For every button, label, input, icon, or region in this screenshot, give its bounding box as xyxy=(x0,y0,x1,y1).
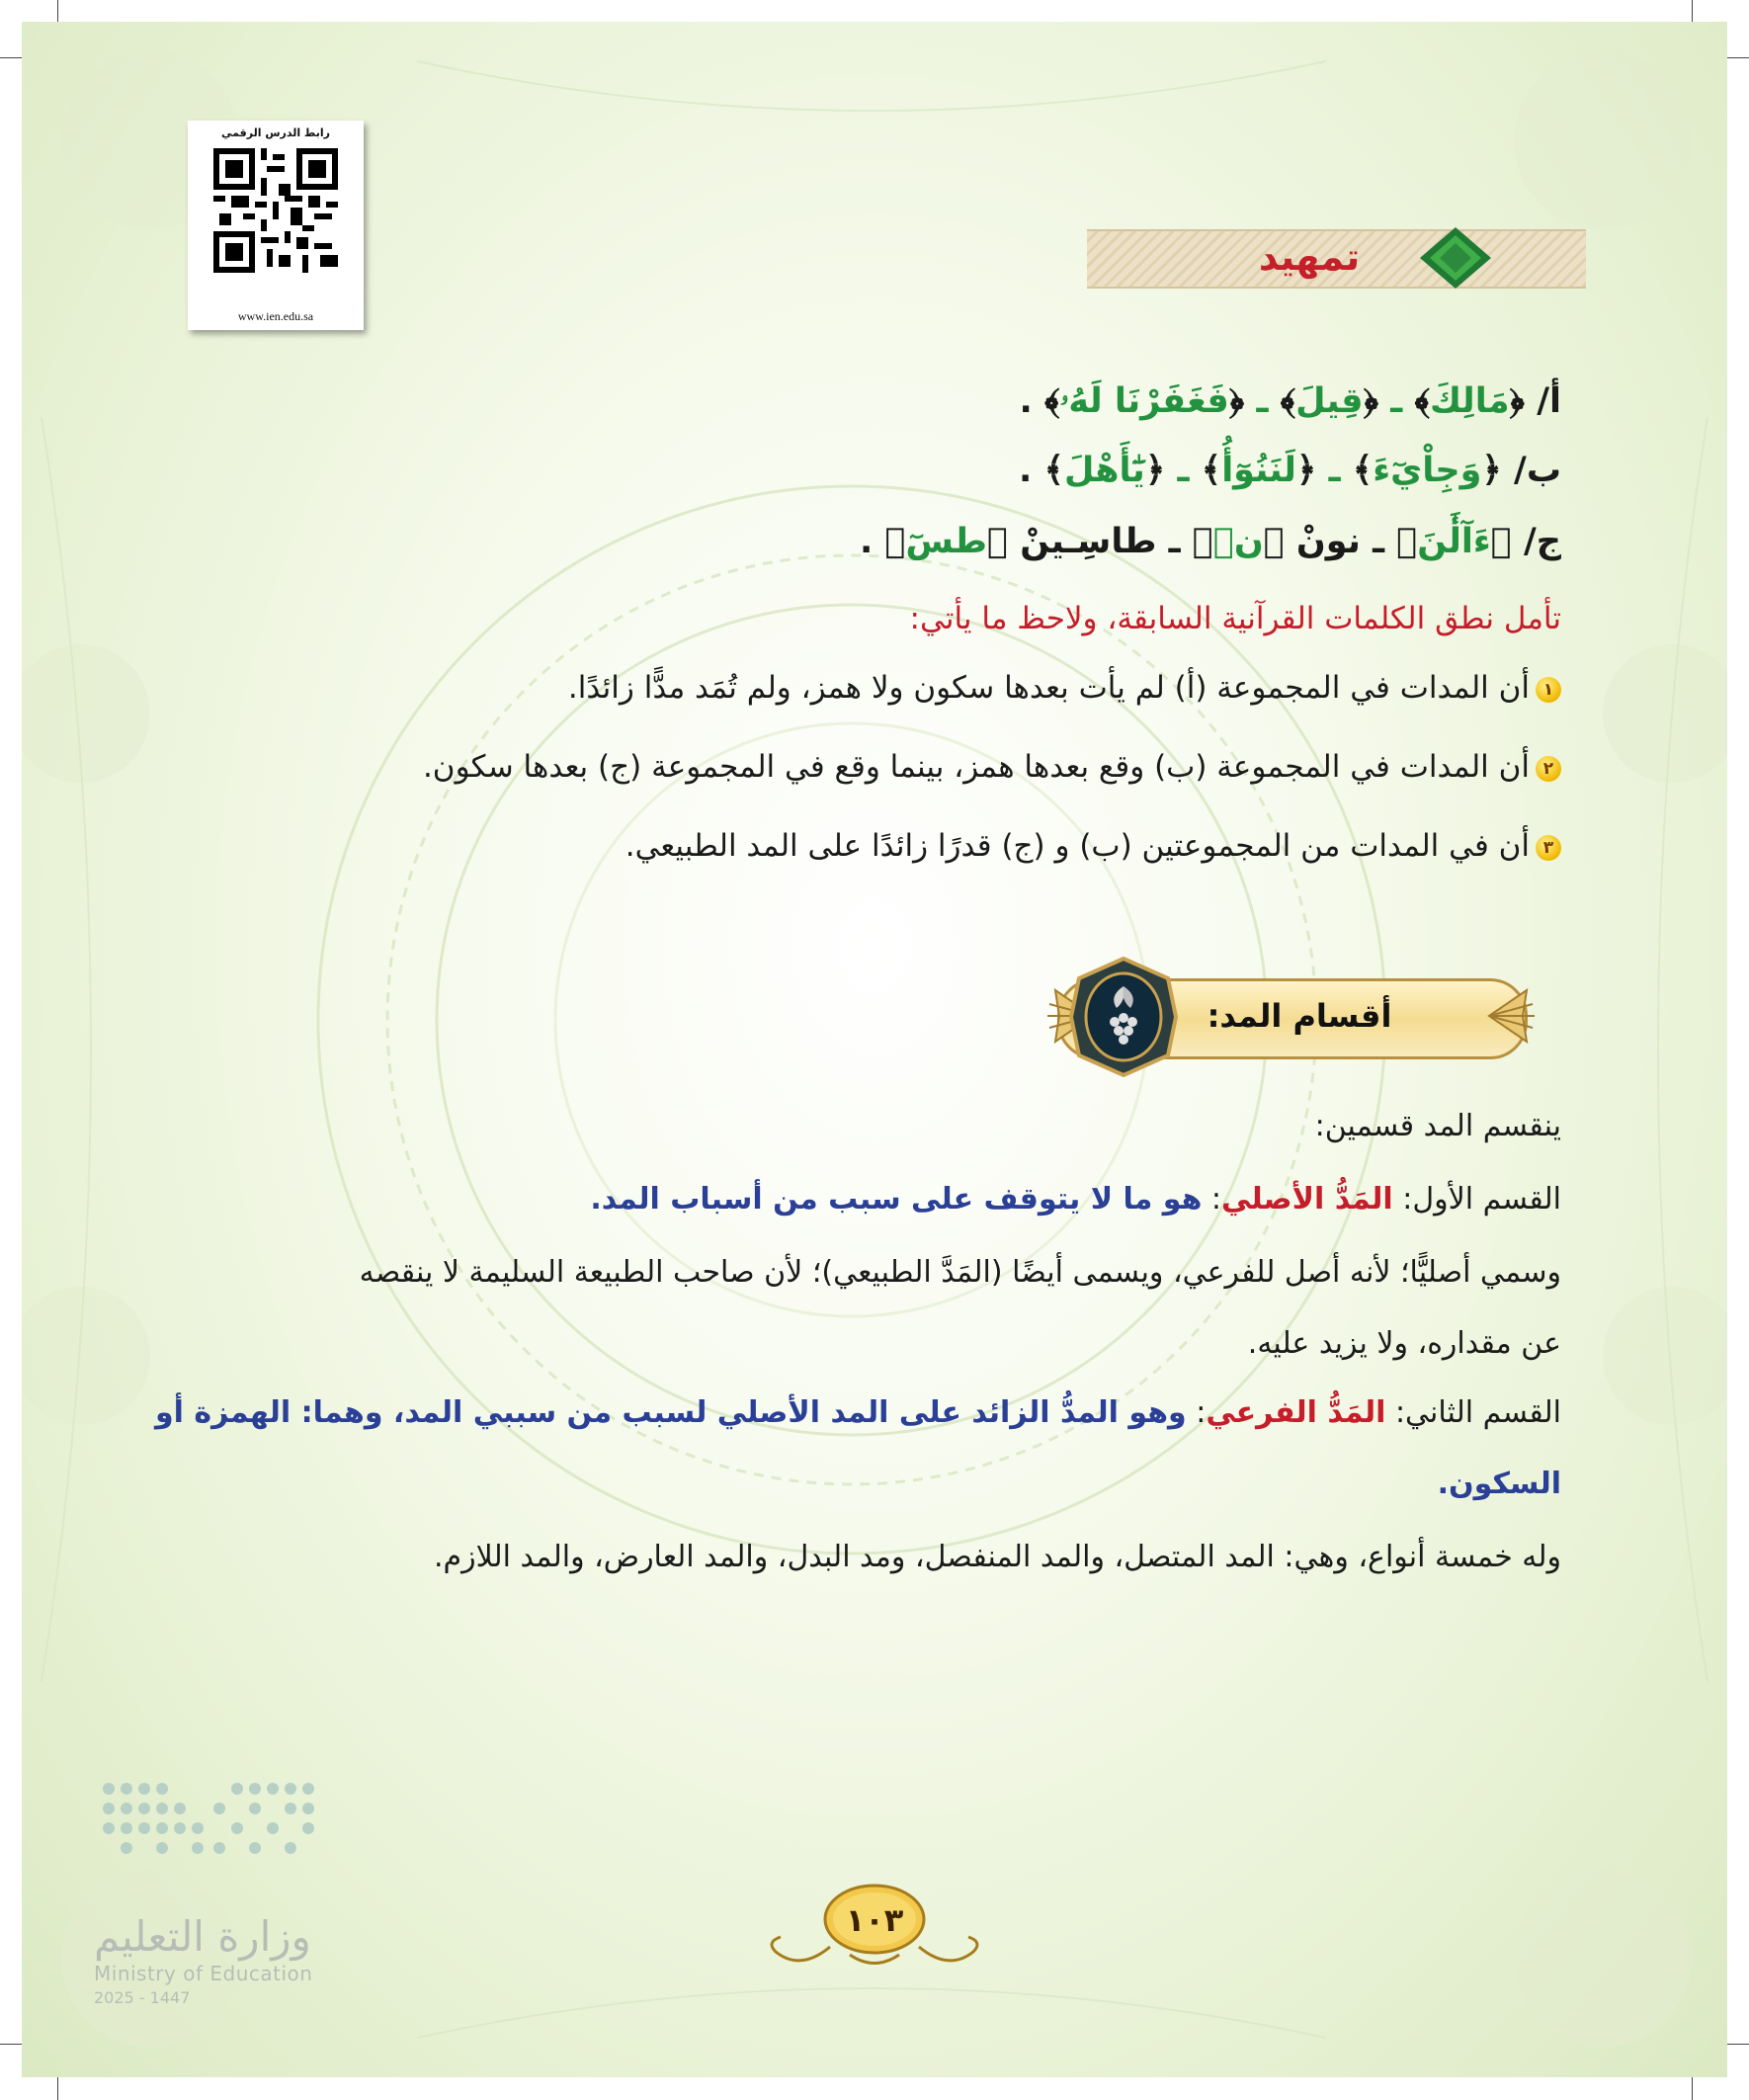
division-types: وله خمسة أنواع، وهي: المد المتصل، والمد المنفصل، ومد البدل، والمد العارض، والمد اللازم. xyxy=(434,1540,1561,1574)
second-division-line xyxy=(155,1395,1561,1430)
colon: : xyxy=(1202,1182,1222,1217)
quran-word: يَٰٓأَهْلَ xyxy=(1064,451,1145,490)
separator: ـ xyxy=(1256,381,1269,421)
line-end: . xyxy=(1019,381,1033,421)
separator: ـ xyxy=(1373,522,1385,561)
note-text: أن المدات في المجموعة (أ) لم يأت بعدها سكون ولا همز، ولم تُمَد مدًّا زائدًا. xyxy=(567,670,1530,706)
quran-word: وَجِاْيٓءَ xyxy=(1373,451,1482,490)
second-division-definition: وهو المدُّ الزائد على المد الأصلي لسبب من سببي المد، وهما: الهمزة أو xyxy=(155,1395,1187,1430)
second-division-term: المَدُّ الفرعي xyxy=(1206,1395,1386,1430)
separator: ـ xyxy=(1328,451,1341,490)
body-intro: ينقسم المد قسمين: xyxy=(1314,1109,1561,1143)
group-c-line: ج/ ﴿ءَآلَٰٔنَ﴾ ـ نونْ ﴿نۤ﴾ ـ طاسِـينْ ﴿طسٓ﴾ . xyxy=(860,522,1561,561)
number-bullet: ١ xyxy=(1536,677,1561,703)
group-a-line: أ/ ﴿مَالِكَ﴾ ـ ﴿قِيلَ﴾ ـ ﴿فَغَفَرْنَا لَهُۥ﴾ . xyxy=(1019,381,1561,421)
quran-word: فَغَفَرْنَا لَهُۥ xyxy=(1059,381,1229,421)
line-end: . xyxy=(1019,451,1033,490)
pronunciation: نونْ xyxy=(1295,522,1361,561)
note-item xyxy=(568,670,1561,706)
separator: ـ xyxy=(1177,451,1190,490)
number-bullet: ٣ xyxy=(1536,835,1561,861)
first-division-note: وسمي أصليًّا؛ لأنه أصل للفرعي، ويسمى أيضًا (المَدَّ الطبيعي)؛ لأن صاحب الطبيعة السليمة لا ينقصه xyxy=(359,1255,1561,1290)
first-division-term: المَدُّ الأصلي xyxy=(1221,1182,1393,1217)
note-item xyxy=(625,828,1561,864)
green-diamond-icon xyxy=(1418,225,1493,291)
qr-caption: رابط الدرس الرقمي xyxy=(221,126,330,139)
first-division-definition: هو ما لا يتوقف على سبب من أسباب المد. xyxy=(590,1182,1203,1217)
quran-word: قِيلَ xyxy=(1295,381,1364,421)
group-b-line: ب/ ﴿وَجِاْيٓءَ﴾ ـ ﴿لَنَنُوٓأُ﴾ ـ ﴿يَٰٓأَهْلَ﴾ . xyxy=(1019,451,1561,490)
quran-word: لَنَنُوٓأُ xyxy=(1221,451,1296,490)
quran-word: مَالِكَ xyxy=(1429,381,1510,421)
note-text: أن في المدات من المجموعتين (ب) و (ج) قدرًا زائدًا على المد الطبيعي. xyxy=(625,828,1530,864)
second-division-definition-cont: السكون. xyxy=(1437,1467,1561,1501)
quran-word: ءَآلَٰٔنَ xyxy=(1417,522,1491,561)
first-division-line xyxy=(590,1182,1561,1217)
number-bullet: ٢ xyxy=(1536,756,1561,782)
pronunciation: طاسِـينْ xyxy=(1020,522,1157,561)
fan-ornament-icon xyxy=(1487,984,1537,1048)
ministry-logo-dots-icon xyxy=(99,1779,316,1897)
intro-title: تمهيد xyxy=(1258,235,1361,279)
group-label: ب/ xyxy=(1514,451,1561,490)
group-label: ج/ xyxy=(1523,522,1561,561)
colon: : xyxy=(1186,1395,1207,1430)
qr-card[interactable] xyxy=(188,121,364,330)
edition-year: 2025 - 1447 xyxy=(94,1988,191,2007)
second-division-label: القسم الثاني: xyxy=(1385,1395,1561,1430)
qr-url[interactable]: www.ien.edu.sa xyxy=(237,309,314,323)
note-text: أن المدات في المجموعة (ب) وقع بعدها همز، بينما وقع في المجموعة (ج) بعدها سكون. xyxy=(422,749,1530,785)
separator: ـ xyxy=(1168,522,1181,561)
line-end: . xyxy=(860,522,874,561)
page-number: ١٠٣ xyxy=(845,1901,904,1939)
group-label: أ/ xyxy=(1537,381,1561,421)
ministry-name-english: Ministry of Education xyxy=(94,1962,313,1985)
ministry-name-arabic: وزارة التعليم xyxy=(94,1912,311,1961)
qr-code-icon[interactable] xyxy=(213,148,338,273)
first-division-label: القسم الأول: xyxy=(1392,1182,1561,1217)
grapes-medallion-icon xyxy=(1069,957,1178,1077)
section-title: أقسام المد: xyxy=(1207,997,1392,1035)
observe-heading: تأمل نطق الكلمات القرآنية السابقة، ولاحظ ما يأتي: xyxy=(909,601,1561,636)
quran-word: نۤ xyxy=(1212,522,1264,561)
quran-word: طسٓ xyxy=(905,522,987,561)
separator: ـ xyxy=(1390,381,1403,421)
note-item xyxy=(423,749,1561,785)
first-division-note: عن مقداره، ولا يزيد عليه. xyxy=(1247,1326,1561,1361)
